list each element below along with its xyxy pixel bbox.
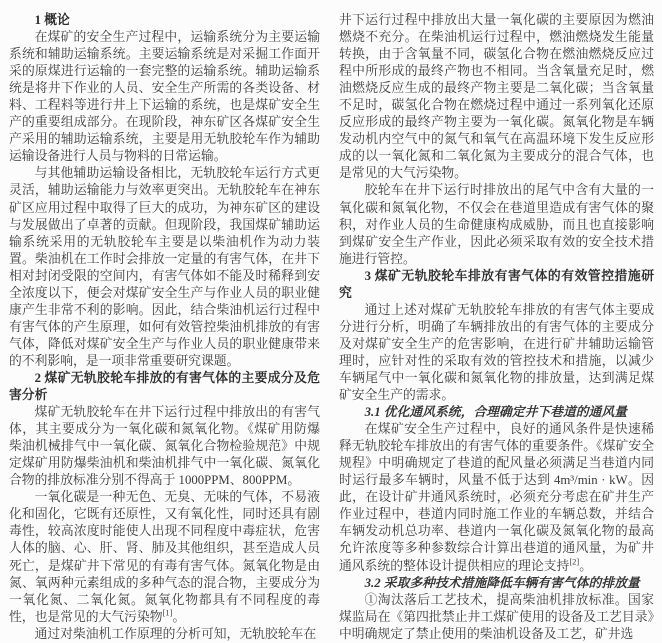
section-heading-1: 1 概论	[34, 13, 70, 27]
paragraph: 通过上述对煤矿无轨胶轮车排放的有害气体主要成分进行分析，明确了车辆排放出的有害气体的主要成分及对煤矿安全生产的危害影响，在进行矿井辅助运输管理时，应针对性的采取有效的管控技术和措施，以减少车辆尾气中一氧化碳和氮氧化物的排放量，达到满足煤矿安全生产的需求。	[339, 302, 654, 403]
subsection-heading-3-2: 3.2 采取多种技术措施降低车辆有害气体的排放量	[364, 575, 640, 590]
paragraph-text: 。	[172, 609, 186, 624]
paragraph-partial: 通过对柴油机工作原理的分析可知，无轨胶轮车在	[34, 626, 317, 641]
paragraph-text: 一氧化碳是一种无色、无臭、无味的气体，不易液化和固化，它既有还原性，又有氧化性，同时还具有剧毒性，较高浓度时能使人出现不同程度中毒症状，危害人体的脑、心、肝、肾、肺及其他组织，甚至造成人员死亡，是煤矿井下常见的有毒有害气体。氮氧化物是由氮、氧两种元素组成的多种气态的混合物，主要成分为一氧化氮、二氧化氮。氮氧化物都具有不同程度的毒性，也是常见的大气污染物	[9, 490, 320, 624]
paragraph	[339, 421, 654, 574]
paragraph: 胶轮车在井下运行时排放出的尾气中含有大量的一氧化碳和氮氧化物，不仅会在巷道里造成有害气体的聚积，对作业人员的生命健康构成威胁，而且也直接影响到煤矿安全生产作业，因此必须采取有效的安全技术措施进行管控。	[339, 183, 654, 266]
section-heading-2: 2 煤矿无轨胶轮车排放的有害气体的主要成分及危害分析	[9, 370, 320, 403]
right-column	[339, 12, 654, 641]
section-heading-3: 3 煤矿无轨胶轮车排放有害气体的有效管控措施研究	[339, 268, 654, 300]
paragraph-text: 在煤矿安全生产过程中，良好的通风条件是快速稀释无轨胶轮车排放出的有害气体的重要条件。《煤矿安全规程》中明确规定了巷道的配风量必须满足当巷道内同时运行最多车辆时，风量不低于达到 4m³/min · kW。因此，在设计矿井通风系统时，必须充分考虑在矿井生产作业过程中，巷道内同时施工作业的车辆总数，并结合车辆发动机总功率、巷道内一氧化碳及氮氧化物的最高允许浓度等多种参数综合计算出巷道的通风量，为矿井通风系统的整体设计提供相应的理论支持	[339, 422, 654, 573]
citation-ref-1: [1]	[162, 607, 173, 618]
paragraph: 与其他辅助运输设备相比，无轨胶轮车运行方式更灵活，辅助运输能力与效率更突出。无轨胶轮车在神东矿区应用过程中取得了巨大的成功，为神东矿区的建设与发展做出了卓著的贡献。但现阶段，我国煤矿辅助运输系统采用的无轨胶轮车主要是以柴油机作为动力装置。柴油机在工作时会排放一定量的有害气体，在井下相对封闭受限的空间内，有害气体如不能及时稀释到安全浓度以下，便会对煤矿安全生产与作业人员的职业健康产生非常不利的影响。因此，结合柴油机运行过程中有害气体的产生原理，如何有效管控柴油机排放的有害气体，降低对煤矿安全生产与作业人员的职业健康带来的不利影响，是一项非常重要研究课题。	[9, 166, 320, 368]
citation-ref-2: [2]	[569, 556, 580, 567]
paragraph-text: 。	[579, 558, 593, 573]
paragraph	[9, 489, 320, 625]
paragraph: 在煤矿的安全生产过程中，运输系统分为主要运输系统和辅助运输系统。主要运输系统是对采掘工作面开采的原煤进行运输的一套完整的运输系统。辅助运输系统是将井下作业的人员、安全生产所需的各类设备、材料、工程料等进行井上下运输的系统，也是煤矿安全生产的重要组成部分。在现阶段，神东矿区各煤矿安全生产采用的辅助运输系统，主要是用无轨胶轮车作为辅助运输设备进行人员与物料的日常运输。	[9, 30, 320, 164]
paragraph: 煤矿无轨胶轮车在井下运行过程中排放出的有害气体，其主要成分为一氧化碳和氮氧化物。《煤矿用防爆柴油机械排气中一氧化碳、氮氧化合物检验规范》中规定煤矿用防爆柴油机和柴油机排气中一氧化碳、氮氧化合物的排放标准分别不得高于 1000PPM、800PPM。	[9, 405, 320, 488]
left-column	[9, 12, 320, 641]
paragraph-continuation: 井下运行过程中排放出大量一氧化碳的主要原因为燃油燃烧不充分。在柴油机运行过程中，燃油燃烧发生能量转换，由于含氧量不同，碳氢化合物在燃油燃烧反应过程中所形成的最终产物也不相同。当含氧量充足时，燃油燃烧反应生成的最终产物主要是二氧化碳；当含氧量不足时，碳氢化合物在燃烧过程中通过一系列氧化还原反应形成的最终产物主要为一氧化碳。氮氧化物是车辆发动机内空气中的氮气和氧气在高温环境下发生反应形成的以一氧化氮和二氧化氮为主要成分的混合气体，也是常见的大气污染物。	[339, 13, 654, 181]
paragraph-partial: ①淘汰落后工艺技术，提高柴油机排放标准。国家煤监局在《第四批禁止井工煤矿使用的设备及工艺目录》中明确规定了禁止使用的柴油机设备及工艺，矿井选	[339, 592, 654, 641]
subsection-heading-3-1: 3.1 优化通风系统，合理确定井下巷道的通风量	[364, 405, 627, 420]
